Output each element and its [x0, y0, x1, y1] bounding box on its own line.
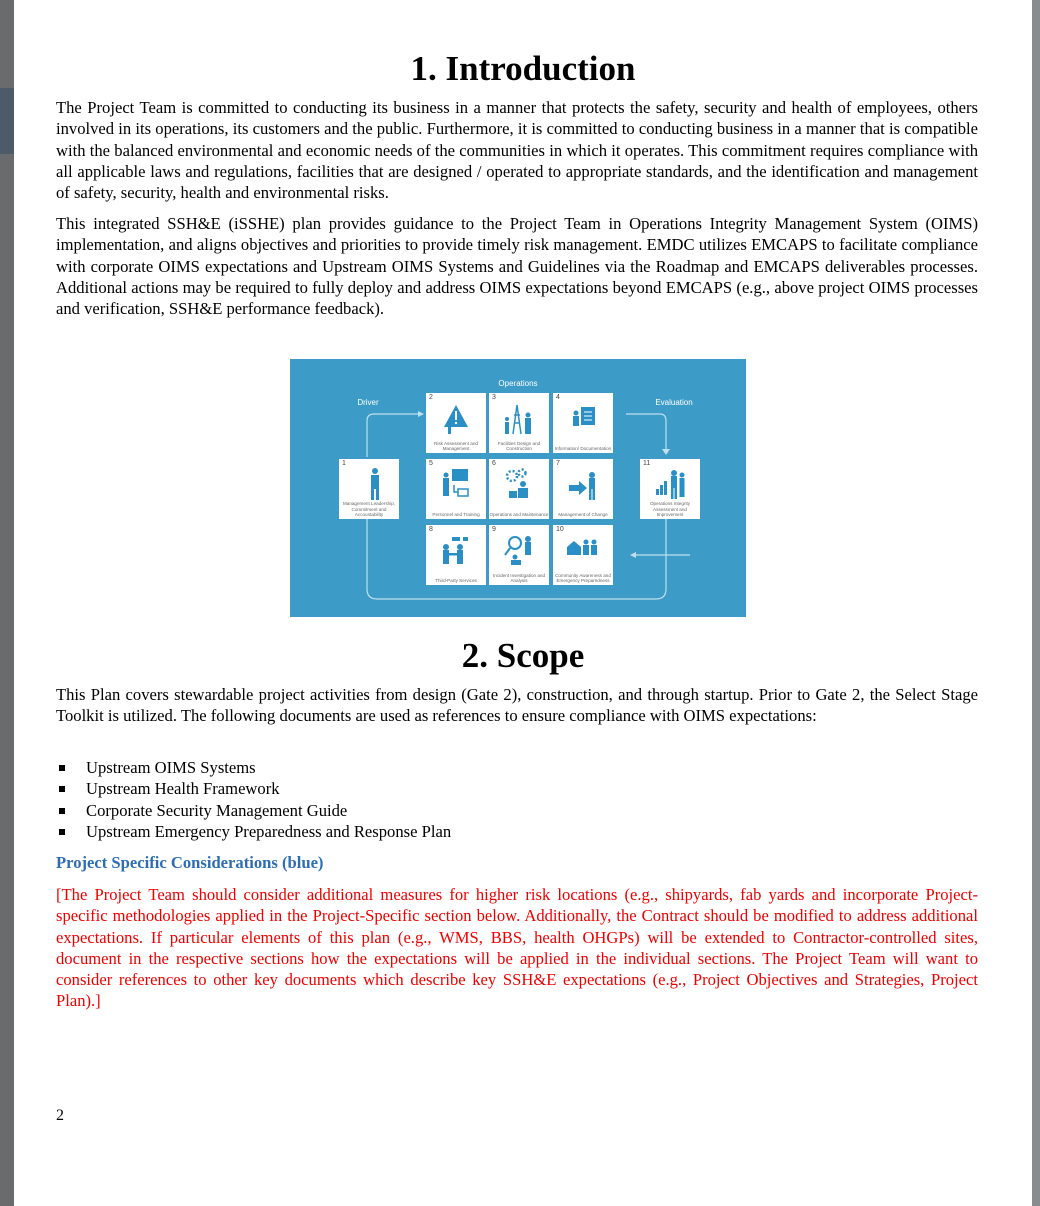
oims-tile-1: [339, 459, 399, 519]
handshake-icon: [440, 533, 472, 567]
viewer-side-tab: [0, 88, 14, 154]
oims-tile-7: [553, 459, 613, 519]
document-page: [14, 0, 1032, 1206]
tile-number: 9: [492, 526, 496, 533]
tile-caption: Information/ Documentation: [554, 445, 612, 451]
intro-heading: 1. Introduction: [410, 49, 636, 88]
training-icon: [440, 467, 472, 501]
oims-tile-3: [489, 393, 549, 453]
tile-number: 3: [492, 394, 496, 401]
intro-paragraph-2: This integrated SSH&E (iSSHE) plan provides guidance to the Project Team in Operations Integrity Management System (OIMS) implementation, and aligns objectives and priorities to provide timely risk management. EMDC utilizes EMCAPS to facilitate compliance with corporate OIMS expectations and Upstream OIMS Systems and Guidelines via the Roadmap and EMCAPS deliverables processes. Additional actions may be required to fully deploy and address OIMS expectations beyond EMCAPS (e.g., above project OIMS processes and verification, SSH&E performance feedback).: [56, 214, 978, 319]
community-icon: [567, 533, 599, 567]
bullet-square-icon: [59, 808, 65, 814]
list-item: Upstream Emergency Preparedness and Response Plan: [56, 821, 956, 842]
tile-caption: Risk Assessment and Management: [434, 440, 478, 451]
document-icon: [567, 401, 599, 435]
tile-caption: Management of Change: [558, 511, 608, 517]
oims-tile-10: [553, 525, 613, 585]
tile-caption: Facilities Design and Construction: [497, 440, 541, 451]
evaluation-header: Evaluation: [655, 398, 693, 407]
gears-icon: [503, 467, 535, 501]
magnifier-icon: [503, 533, 535, 567]
list-item: Upstream OIMS Systems: [56, 757, 956, 778]
tile-caption: Operations Integrity Assessment and Improvement: [649, 501, 691, 517]
warning-sign-icon: [440, 401, 472, 435]
oims-tile-11: [640, 459, 700, 519]
list-item: Corporate Security Management Guide: [56, 800, 956, 821]
scope-paragraph: This Plan covers stewardable project activities from design (Gate 2), construction, and through startup. Prior to Gate 2, the Select Stage Toolkit is utilized. The following documents are used as references to ensure compliance with OIMS expectations:: [56, 685, 978, 726]
list-item: Upstream Health Framework: [56, 778, 956, 799]
bullet-square-icon: [59, 765, 65, 771]
chart-presenter-icon: [654, 467, 686, 501]
tile-caption: Operations and Maintenance: [489, 511, 549, 517]
person-icon: [353, 467, 385, 501]
oims-tile-5: [426, 459, 486, 519]
tile-number: 7: [556, 460, 560, 467]
oims-tile-9: [489, 525, 549, 585]
intro-paragraph-1: The Project Team is committed to conducting its business in a manner that protects the safety, security and health of employees, others involved in its operations, its customers and the public. Furthermore, it is committed to conducting business in a manner that is compatible with the balanced environmental and economic needs of the communities in which it operates. This commitment requires compliance with all applicable laws and regulations, facilities that are designed / operated to appropriate standards, and the identification and management of safety, security, health and environmental risks.: [56, 98, 978, 203]
reference-documents-list: [56, 757, 956, 842]
driver-header: Driver: [357, 398, 379, 407]
tile-caption: Third-Party Services: [435, 577, 477, 583]
viewer-left-margin: [0, 0, 14, 1206]
tile-caption: Community Awareness and Emergency Preparedness: [555, 572, 611, 583]
tile-number: 11: [643, 460, 651, 467]
tile-number: 2: [429, 394, 433, 401]
tile-caption: Personnel and Training: [432, 511, 480, 517]
viewer-right-margin: [1032, 0, 1040, 1206]
construction-icon: [503, 401, 535, 435]
tile-number: 8: [429, 526, 433, 533]
tile-number: 1: [342, 460, 346, 467]
page-number: 2: [56, 1107, 64, 1124]
considerations-text: [The Project Team should consider additional measures for higher risk locations (e.g., shipyards, fab yards and incorporate Project-specific methodologies applied in the Project-Specific section below. Additionally, the Contract should be modified to address additional expectations. If particular elements of this plan (e.g., WMS, BBS, health OHGPs) will be extended to Contractor-controlled sites, document in the respective sections how the expectations will be applied in the individual sections. The Project Team will want to consider references to other key documents which describe key SSH&E expectations (e.g., Project Objectives and Strategies, Project Plan).]: [56, 885, 978, 1011]
tile-number: 5: [429, 460, 433, 467]
arrow-person-icon: [567, 467, 599, 501]
tile-number: 6: [492, 460, 496, 467]
operations-header: Operations: [498, 379, 538, 388]
bullet-square-icon: [59, 829, 65, 835]
tile-caption: Management Leadership, Commitment and Accountability: [342, 501, 396, 517]
bullet-square-icon: [59, 786, 65, 792]
tile-number: 4: [556, 394, 560, 401]
oims-tile-4: [553, 393, 613, 453]
oims-tile-6: [489, 459, 549, 519]
oims-tile-2: [426, 393, 486, 453]
considerations-heading: Project Specific Considerations (blue): [56, 853, 324, 872]
tile-caption: Incident Investigation and Analysis: [492, 572, 546, 583]
oims-tile-8: [426, 525, 486, 585]
tile-number: 10: [556, 526, 564, 533]
oims-framework-figure: [290, 359, 746, 617]
scope-heading: 2. Scope: [461, 636, 585, 675]
